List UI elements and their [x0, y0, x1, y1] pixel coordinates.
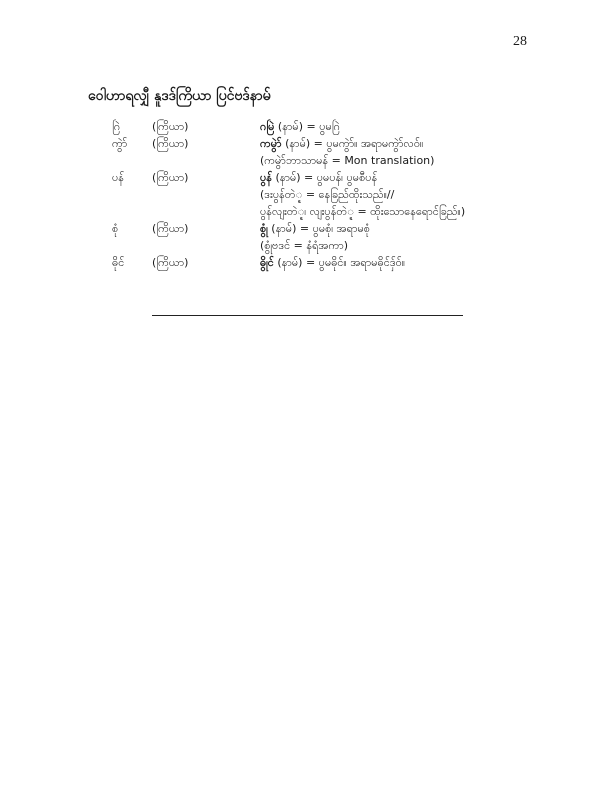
entry-part-of-speech: (ကြိယာ): [152, 120, 189, 133]
entry-list: [112, 118, 532, 271]
definition-line: [260, 220, 532, 237]
definition-text: ပွန်လျးတဲ္ဍ၊ လျးပွန်တဲ္ဍ = ထိုးသောနေရောင်ခြည်။): [260, 205, 466, 218]
entry-definition: [260, 169, 532, 220]
definition-text: (နာမ်) = ပွမစုံ၊ အရာမစုံ: [267, 222, 370, 235]
definition-text: (နာမ်) = ပွမပန်၊ ပွမစီပန်: [271, 171, 378, 184]
derived-word: ဂမြဲ: [260, 120, 275, 133]
list-item: [112, 254, 532, 271]
definition-line: [260, 118, 532, 135]
entry-definition: [260, 135, 532, 169]
definition-text: (နာမ်) = ပွမကွဲာ်။ အရာမကွဲာ်လဝ်။: [281, 137, 424, 150]
definition-text: (နာမ်) = ပွမဓိုင်။ အရာမဓိုင်ဒှ်ဝ်။: [273, 256, 406, 269]
definition-text: (ကမွဲာ်ဘာသာမန် = Mon translation): [260, 154, 435, 167]
entry-part-of-speech: (ကြိယာ): [152, 171, 189, 184]
entry-definition: [260, 220, 532, 254]
derived-word: ဓွိုင်: [260, 256, 274, 269]
derived-word: ပွန်: [260, 171, 272, 184]
entry-word: စုံ: [112, 222, 119, 235]
entry-word: ဂြဲ: [112, 120, 121, 133]
definition-line: [260, 169, 532, 186]
derived-word: စွုံ: [260, 222, 268, 235]
entry-word: ဓိုင်: [112, 256, 125, 269]
entry-definition: [260, 118, 532, 135]
list-item: [112, 169, 532, 220]
definition-text: (ဒးပွန်တဲ္ဍ = နေခြည်ထိုးသည်။//: [260, 188, 395, 201]
section-heading: ဝေါဟာရလျှီ နူဒဒ်ကြိယာ ပြင်ဗဒ်နာမ်: [88, 88, 271, 104]
entry-part-of-speech: (ကြိယာ): [152, 137, 189, 150]
entry-part-of-speech: (ကြိယာ): [152, 256, 189, 269]
definition-line: [260, 152, 532, 169]
definition-line: [260, 135, 532, 152]
definition-text: (စွုံဗဒင် = နံရံအကာ): [260, 239, 349, 252]
definition-line: [260, 237, 532, 254]
list-item: [112, 220, 532, 254]
entry-word: ကွဲာ်: [112, 137, 128, 150]
horizontal-rule: [152, 315, 463, 316]
definition-line: [260, 186, 532, 203]
definition-line: [260, 254, 532, 271]
list-item: [112, 118, 532, 135]
list-item: [112, 135, 532, 169]
definition-text: (နာမ်) = ပွမဂြဲ: [274, 120, 340, 133]
page-number: 28: [513, 34, 527, 49]
entry-word: ပန်: [112, 171, 124, 184]
entry-part-of-speech: (ကြိယာ): [152, 222, 189, 235]
entry-definition: [260, 254, 532, 271]
definition-line: [260, 203, 532, 220]
derived-word: ကမွဲာ်: [260, 137, 282, 150]
